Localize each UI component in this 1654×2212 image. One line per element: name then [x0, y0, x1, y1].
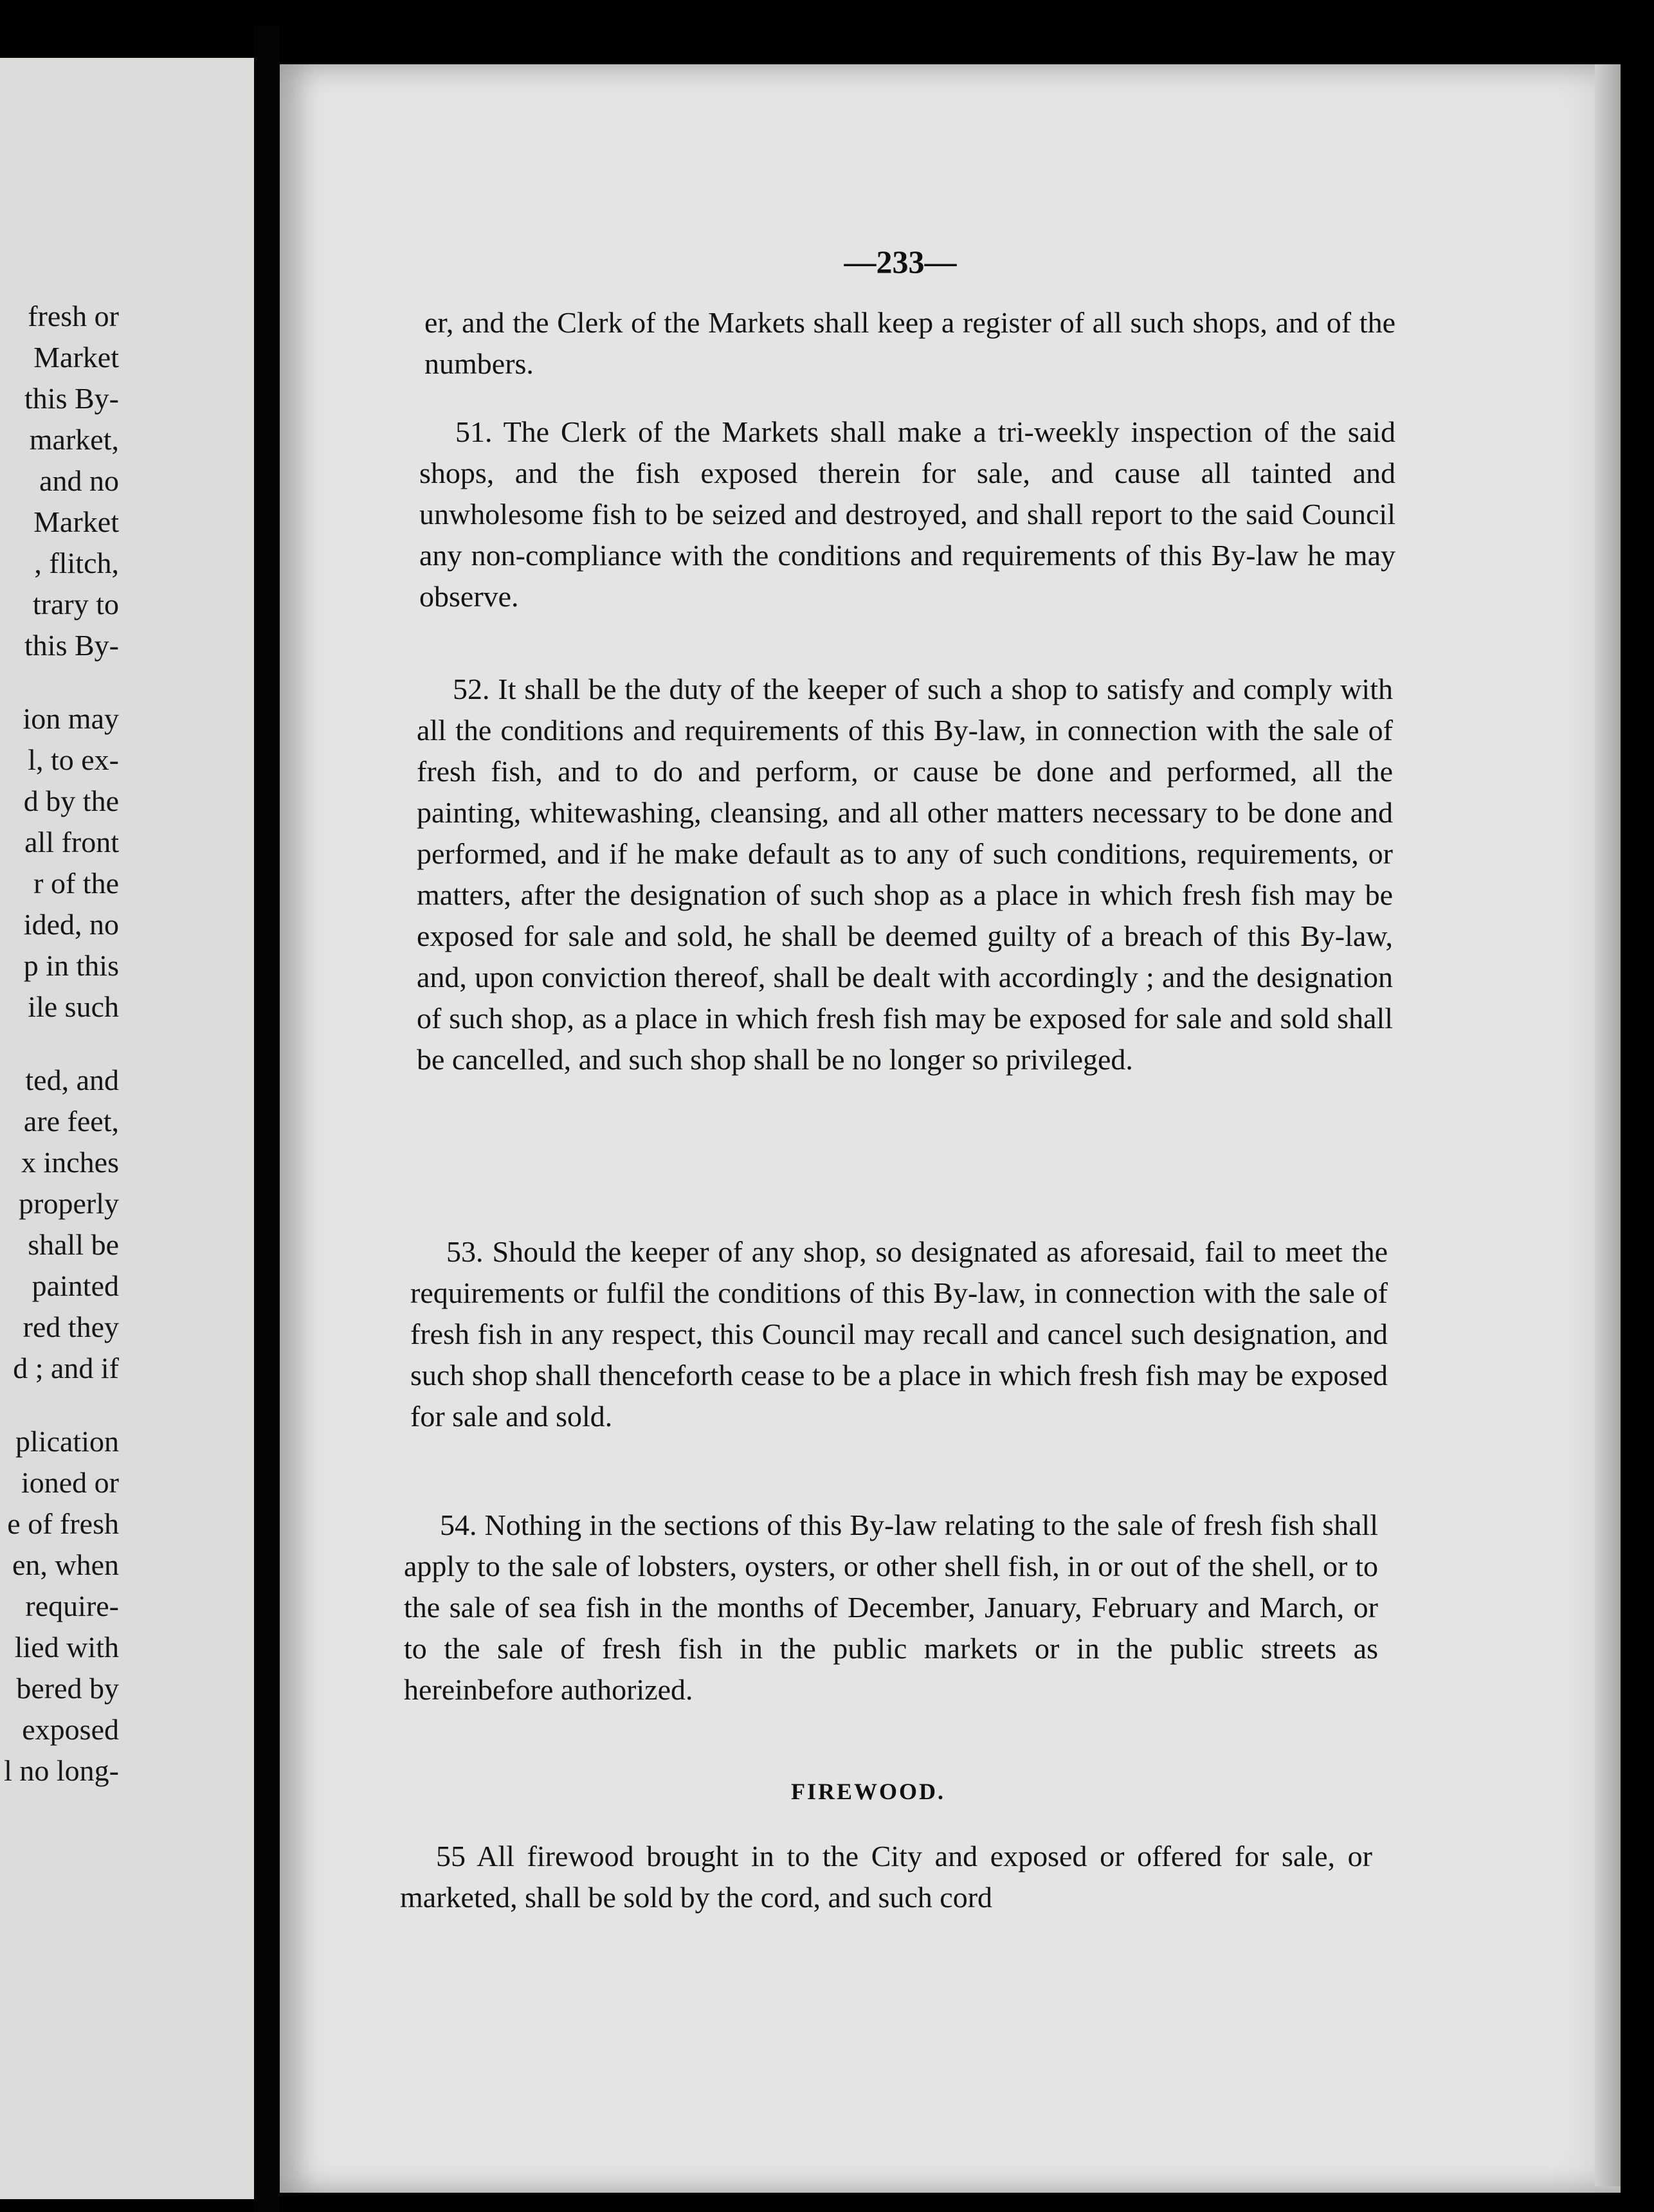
- page-number: —233—: [844, 244, 957, 280]
- left-page-line: ted, and: [25, 1064, 119, 1096]
- left-page-line: this By-: [24, 629, 119, 662]
- left-page-line: bered by: [16, 1672, 119, 1705]
- left-page-line: all front: [24, 826, 119, 858]
- paragraph-continuation: er, and the Clerk of the Markets shall keep a register of all such shops, and of the numbers.: [424, 306, 1395, 380]
- left-page-line: x inches: [21, 1146, 119, 1179]
- left-page-line: r of the: [33, 867, 119, 900]
- left-page-line: ioned or: [21, 1466, 119, 1499]
- left-page-line: ion may: [23, 702, 119, 735]
- left-page-line: Market: [33, 341, 119, 374]
- left-page-line: ile such: [28, 990, 119, 1023]
- left-page-line: lied with: [14, 1631, 119, 1664]
- section-52: 52. It shall be the duty of the keeper of such a shop to satisfy and comply with all the conditions and requirements of this By-law, in connection with the sale of fresh fish, and to do and perform, or cause be done and performed, all the painting, whitewashing, cleansing, and all other matters necessary to be done and performed, and if he make default as to any of such conditions, requirements, or matters, after the designation of such shop as a place in which fresh fish may be exposed for sale and sold, he shall be deemed guilty of a breach of this By-law, and, upon conviction thereof, shall be dealt with accordingly ; and the designation of such shop, as a place in which fresh fish may be exposed for sale and sold shall be cancelled, and such shop shall be no longer so privileged.: [417, 673, 1393, 1076]
- left-page-line: market,: [29, 423, 119, 456]
- section-54: 54. Nothing in the sections of this By-law relating to the sale of fresh fish shall apply to the sale of lobsters, oysters, or other shell fish, in or out of the shell, or to the sale of sea fish in the months of December, January, February and March, or to the sale of fresh fish in the public markets or in the public streets as hereinbefore authorized.: [404, 1509, 1378, 1706]
- left-page-line: require-: [25, 1590, 119, 1622]
- left-page-line: l no long-: [4, 1754, 119, 1787]
- left-page-line: d by the: [23, 784, 119, 817]
- section-55: 55 All firewood brought in to the City and exposed or offered for sale, or marketed, shall be sold by the cord, and such cord: [400, 1840, 1372, 1914]
- left-page-line: ided, no: [23, 908, 119, 941]
- left-page: [0, 58, 254, 2199]
- left-page-line: l, to ex-: [28, 743, 119, 776]
- left-page-line: en, when: [12, 1548, 119, 1581]
- page-edge: [1595, 64, 1621, 2186]
- left-page-line: d ; and if: [13, 1352, 119, 1384]
- left-page-line: painted: [32, 1269, 119, 1302]
- left-page-line: Market: [33, 505, 119, 538]
- section-53: 53. Should the keeper of any shop, so designated as aforesaid, fail to meet the requirements or fulfil the conditions of this By-law, in connection with the sale of fresh fish in any respect, this Council may recall and cancel such designation, and such shop shall thenceforth cease to be a place in which fresh fish may be exposed for sale and sold.: [410, 1235, 1388, 1433]
- left-page-line: properly: [19, 1187, 119, 1220]
- left-page-line: and no: [39, 464, 119, 497]
- left-page-line: fresh or: [28, 300, 119, 332]
- left-page-line: e of fresh: [7, 1507, 119, 1540]
- left-page-line: are feet,: [23, 1105, 119, 1138]
- left-page-line: trary to: [32, 588, 119, 621]
- left-page-line: shall be: [28, 1228, 119, 1261]
- left-page-line: exposed: [22, 1713, 119, 1746]
- section-heading-firewood: FIREWOOD.: [791, 1779, 946, 1804]
- left-page-line: , flitch,: [34, 547, 119, 579]
- book-gutter: [254, 26, 280, 2212]
- left-page-line: red they: [23, 1310, 119, 1343]
- left-page-line: this By-: [24, 382, 119, 415]
- left-page-line: plication: [15, 1425, 119, 1458]
- section-51: 51. The Clerk of the Markets shall make a tri-weekly inspection of the said shops, and the fish exposed therein for sale, and cause all tainted and unwholesome fish to be seized and destroyed, and shall report to the said Council any non-compliance with the conditions and requirements of this By-law he may observe.: [419, 415, 1395, 613]
- left-page-line: p in this: [23, 949, 119, 982]
